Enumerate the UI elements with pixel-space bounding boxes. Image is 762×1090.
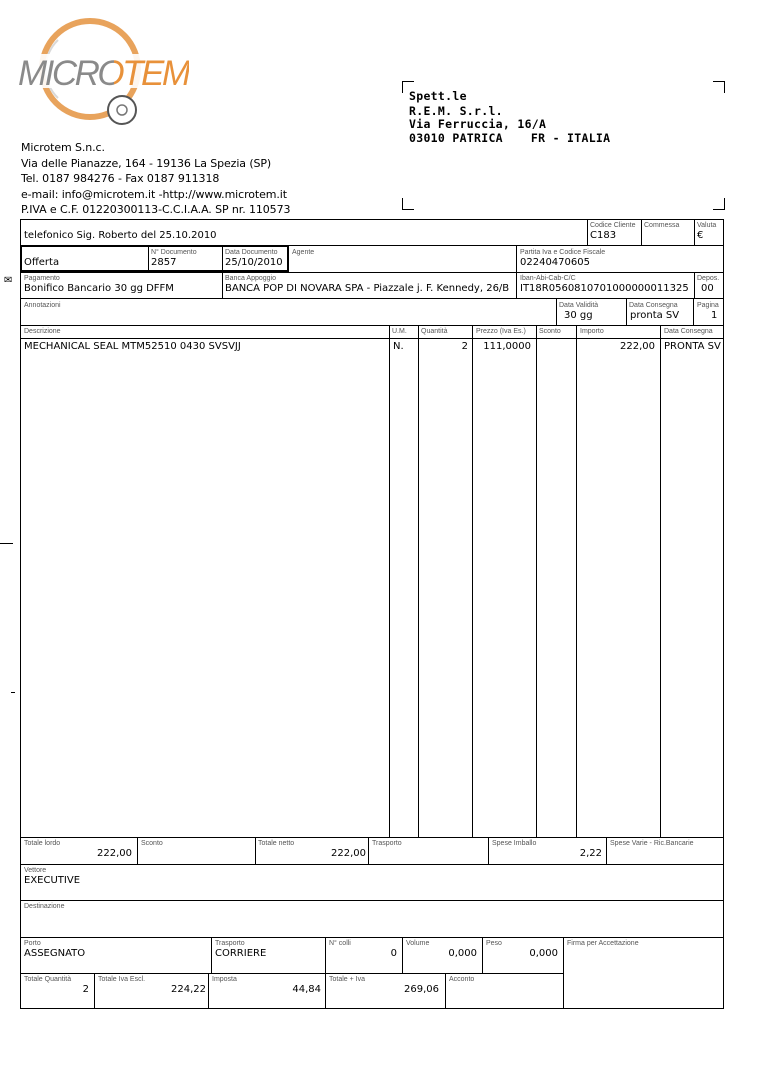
pagina-label: Pagina xyxy=(697,302,719,309)
volume: 0,000 xyxy=(448,948,477,959)
col-data-consegna: Data Consegna xyxy=(664,328,713,335)
recipient-name: R.E.M. S.r.l. xyxy=(409,103,503,118)
annotazioni-label: Annotazioni xyxy=(24,302,61,309)
col-um: U.M. xyxy=(392,328,407,335)
depos: 00 xyxy=(701,283,714,294)
pagamento: Bonifico Bancario 30 gg DFFM xyxy=(24,283,174,294)
company-address: Via delle Pianazze, 164 - 19136 La Spezia (SP) xyxy=(21,156,272,170)
recipient-city: 03010 PATRICA xyxy=(409,130,503,145)
trasporto-ship-label: Trasporto xyxy=(215,940,245,947)
firma-label: Firma per Accettazione xyxy=(567,940,639,947)
acconto-label: Acconto xyxy=(449,976,475,983)
banca: BANCA POP DI NOVARA SPA - Piazzale j. F. Kennedy, 26/B xyxy=(225,283,510,294)
tot-qta: 2 xyxy=(82,984,89,995)
trasporto-ship: CORRIERE xyxy=(215,948,267,959)
piva-label: Partita Iva e Codice Fiscale xyxy=(520,249,606,256)
company-email: e-mail: info@microtem.it -http://www.microtem.it xyxy=(21,187,287,201)
codice-cliente-label: Codice Cliente xyxy=(590,222,636,229)
tot-iva: 269,06 xyxy=(404,984,439,995)
col-importo: Importo xyxy=(580,328,604,335)
destinazione-label: Destinazione xyxy=(24,903,65,910)
vettore: EXECUTIVE xyxy=(24,875,81,886)
porto: ASSEGNATO xyxy=(24,948,86,959)
company-name: Microtem S.n.c. xyxy=(21,141,105,154)
volume-label: Volume xyxy=(406,940,430,947)
imposta: 44,84 xyxy=(292,984,321,995)
agente-label: Agente xyxy=(292,249,315,256)
col-sconto: Sconto xyxy=(539,328,561,335)
trasporto-label: Trasporto xyxy=(372,840,402,847)
piva: 02240470605 xyxy=(520,257,590,268)
vettore-label: Vettore xyxy=(24,867,47,874)
num-doc-label: N° Documento xyxy=(151,249,197,256)
note-text: telefonico Sig. Roberto del 25.10.2010 xyxy=(24,230,217,241)
row-descrizione: MECHANICAL SEAL MTM52510 0430 SVSVJJ xyxy=(24,341,241,352)
totale-netto: 222,00 xyxy=(331,848,366,859)
row-importo: 222,00 xyxy=(620,341,655,352)
colli-label: N° colli xyxy=(329,940,351,947)
num-doc: 2857 xyxy=(151,257,177,268)
validita: 30 gg xyxy=(564,310,593,321)
totale-netto-label: Totale netto xyxy=(258,840,295,847)
row-prezzo: 111,0000 xyxy=(483,341,531,352)
pagina: 1 xyxy=(711,310,718,321)
sconto-label: Sconto xyxy=(141,840,163,847)
banca-label: Banca Appoggio xyxy=(225,275,276,282)
totale-lordo: 222,00 xyxy=(97,848,132,859)
envelope-mark: ✉ xyxy=(4,275,13,286)
recipient-street: Via Ferruccia, 16/A xyxy=(409,117,547,131)
tot-qta-label: Totale Quantità xyxy=(24,976,72,983)
spese-varie-label: Spese Varie - Ric.Bancarie xyxy=(610,840,694,847)
company-vat: P.IVA e C.F. 01220300113-C.C.I.A.A. SP nr. 110573 xyxy=(21,203,291,216)
col-quantita: Quantità xyxy=(421,328,448,335)
codice-cliente: C183 xyxy=(590,230,617,241)
consegna-label: Data Consegna xyxy=(629,302,678,309)
valuta: € xyxy=(697,230,704,241)
row-quantita: 2 xyxy=(461,341,468,352)
col-prezzo: Prezzo (Iva Es.) xyxy=(476,328,526,335)
valuta-label: Valuta xyxy=(697,222,717,229)
consegna: pronta SV xyxy=(630,310,680,321)
peso: 0,000 xyxy=(529,948,558,959)
spese-imballo: 2,22 xyxy=(579,848,602,859)
logo-text: MICROTEM xyxy=(18,54,189,93)
tot-iva-escl-label: Totale Iva Escl. xyxy=(98,976,146,983)
porto-label: Porto xyxy=(24,940,41,947)
peso-label: Peso xyxy=(486,940,502,947)
recipient-country: FR - ITALIA xyxy=(530,130,611,145)
tot-iva-label: Totale + Iva xyxy=(329,976,365,983)
totale-lordo-label: Totale lordo xyxy=(24,840,61,847)
col-descrizione: Descrizione xyxy=(24,328,61,335)
colli: 0 xyxy=(390,948,397,959)
row-um: N. xyxy=(393,341,404,352)
data-doc: 25/10/2010 xyxy=(225,257,283,268)
row-data-consegna: PRONTA SV xyxy=(664,341,721,352)
validita-label: Data Validità xyxy=(559,302,599,309)
iban: IT18R0560810701000000011325 xyxy=(520,283,689,294)
imposta-label: Imposta xyxy=(212,976,237,983)
pagamento-label: Pagamento xyxy=(24,275,60,282)
depos-label: Depos. xyxy=(697,275,720,282)
spese-imballo-label: Spese Imballo xyxy=(492,840,537,847)
iban-label: Iban-Abi-Cab-C/C xyxy=(520,275,576,282)
data-doc-label: Data Documento xyxy=(225,249,278,256)
doc-type: Offerta xyxy=(24,257,60,268)
recipient-title: Spett.le xyxy=(409,89,467,103)
company-phone: Tel. 0187 984276 - Fax 0187 911318 xyxy=(21,172,220,185)
tot-iva-escl: 224,22 xyxy=(171,984,206,995)
commessa-label: Commessa xyxy=(644,222,680,229)
